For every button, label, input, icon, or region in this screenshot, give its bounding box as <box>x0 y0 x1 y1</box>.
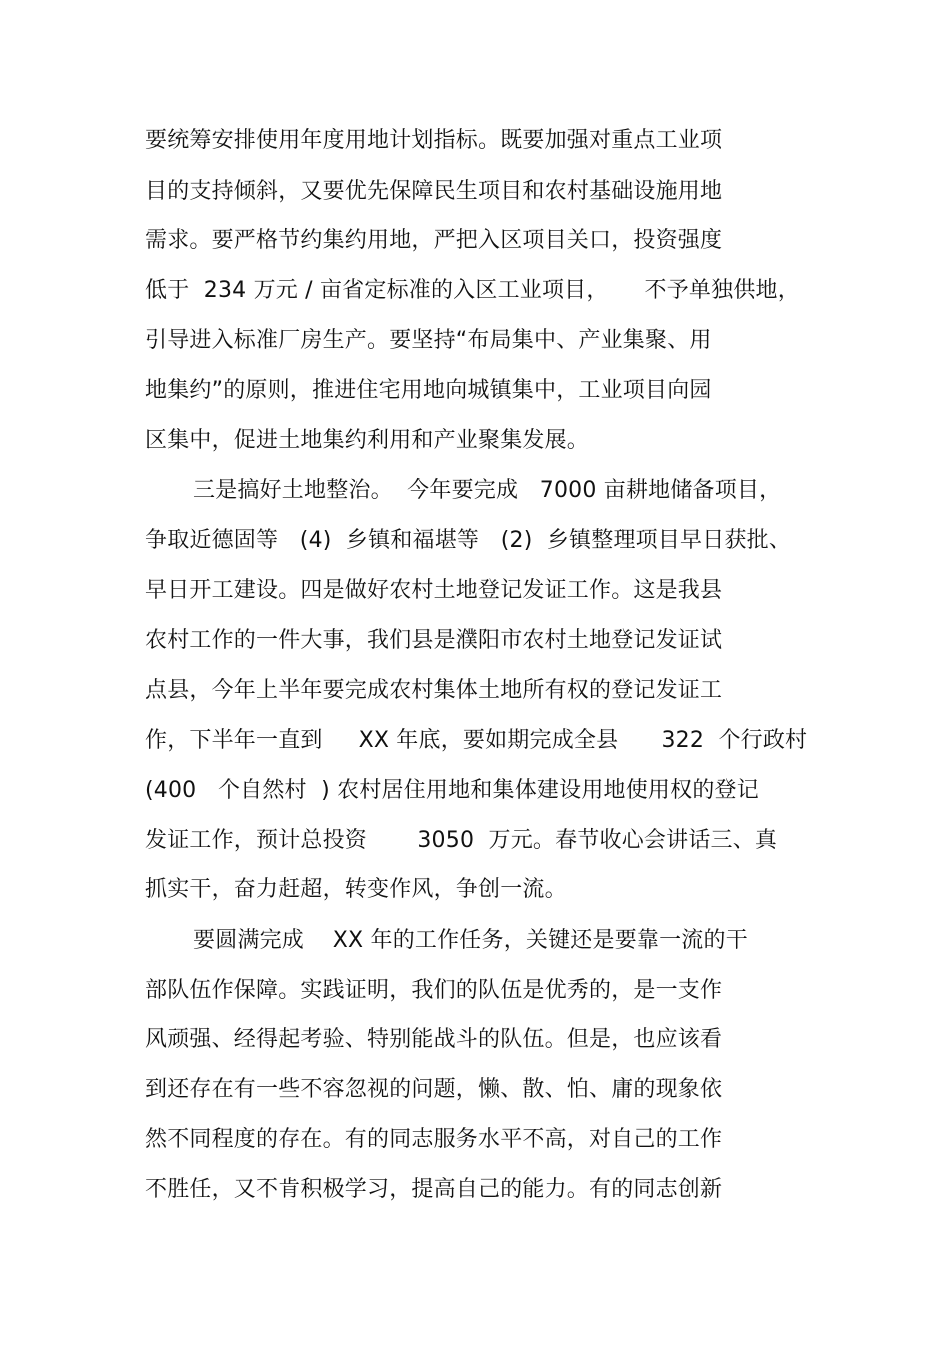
text-line-21: 然不同程度的存在。有的同志服务水平不高，对自己的工作 <box>145 1127 723 1152</box>
text-line-11: 农村工作的一件大事，我们县是濮阳市农村土地登记发证试 <box>145 628 723 653</box>
text-line-7: 区集中，促进土地集约利用和产业聚集发展。 <box>145 428 590 453</box>
text-line-9: 争取近德固等 (4) 乡镇和福堪等 (2) 乡镇整理项目早日获批、 <box>145 528 792 553</box>
text-line-12: 点县，今年上半年要完成农村集体土地所有权的登记发证工 <box>145 678 723 703</box>
text-line-15: 发证工作，预计总投资 3050 万元。春节收心会讲话三、真 <box>145 828 778 853</box>
text-line-17: 要圆满完成 XX 年的工作任务，关键还是要靠一流的干 <box>193 928 748 953</box>
text-line-5: 引导进入标准厂房生产。要坚持“布局集中、产业集聚、用 <box>145 328 712 353</box>
text-line-20: 到还存在有一些不容忽视的问题，懒、散、怕、庸的现象依 <box>145 1077 723 1102</box>
text-line-16: 抓实干，奋力赶超，转变作风，争创一流。 <box>145 877 567 902</box>
text-line-19: 风顽强、经得起考验、特别能战斗的队伍。但是，也应该看 <box>145 1027 723 1052</box>
text-line-13: 作，下半年一直到 XX 年底，要如期完成全县 322 个行政村 <box>145 728 808 753</box>
text-line-6: 地集约”的原则，推进住宅用地向城镇集中，工业项目向园 <box>145 378 712 403</box>
text-line-22: 不胜任，又不肯积极学习，提高自己的能力。有的同志创新 <box>145 1177 723 1202</box>
text-line-1: 要统筹安排使用年度用地计划指标。既要加强对重点工业项 <box>145 128 723 153</box>
text-line-14: (400 个自然村 ) 农村居住用地和集体建设用地使用权的登记 <box>145 778 759 803</box>
text-line-3: 需求。要严格节约集约用地，严把入区项目关口，投资强度 <box>145 228 723 253</box>
text-line-18: 部队伍作保障。实践证明，我们的队伍是优秀的，是一支作 <box>145 978 723 1003</box>
text-line-8: 三是搞好土地整治。 今年要完成 7000 亩耕地储备项目， <box>193 478 782 503</box>
text-line-10: 早日开工建设。四是做好农村土地登记发证工作。这是我县 <box>145 578 723 603</box>
text-line-2: 目的支持倾斜，又要优先保障民生项目和农村基础设施用地 <box>145 179 723 204</box>
text-line-4: 低于 234 万元 / 亩省定标准的入区工业项目， 不予单独供地， <box>145 278 800 303</box>
